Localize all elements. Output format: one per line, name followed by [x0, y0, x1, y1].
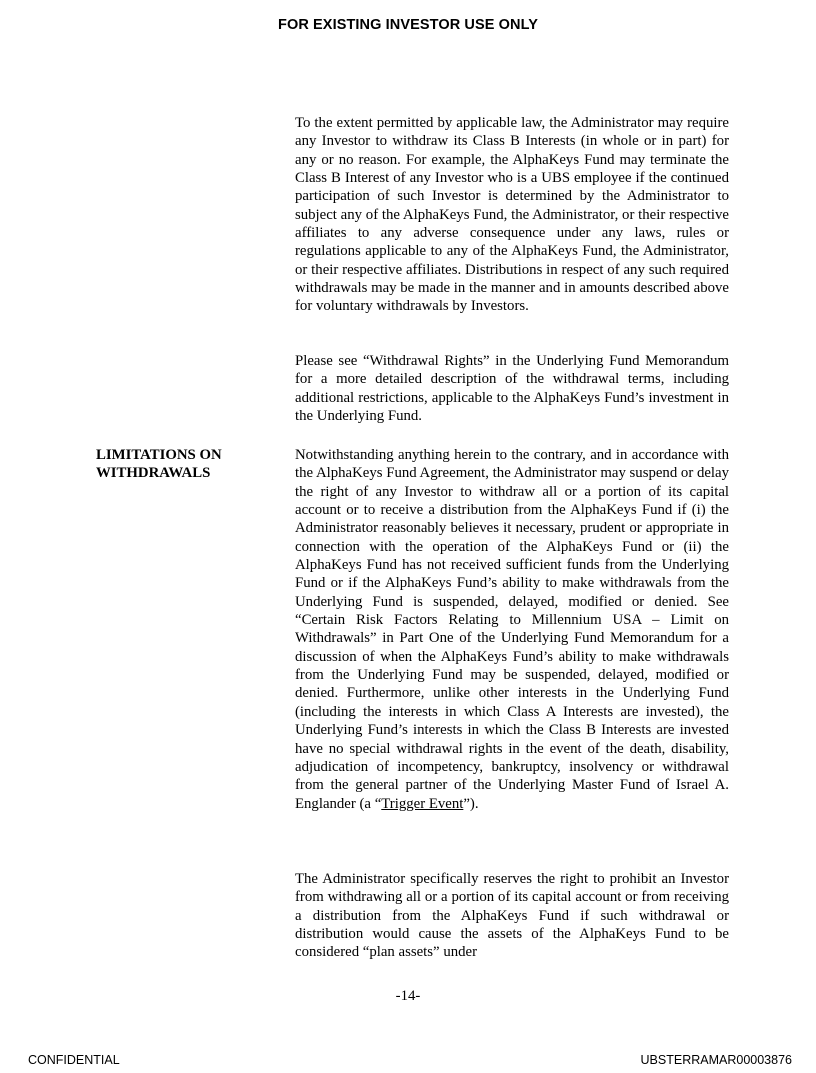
paragraph-withdrawal-rights-reference [295, 352, 729, 425]
paragraph-plan-assets [295, 870, 729, 962]
paragraph-closing-text: ”). [463, 795, 479, 812]
paragraph-text: The Administrator specifically reserves the right to prohibit an Investor from withdrawing all or a portion of its capital account or from receiving a distribution from the AlphaKeys Fund if such withdrawal or distribution would cause the assets of the AlphaKeys Fund to be considered “plan assets” under [295, 871, 729, 961]
paragraph-required-withdrawals [295, 114, 729, 316]
paragraph-main-text: Notwithstanding anything herein to the contrary, and in accordance with the AlphaKeys Fund Agreement, the Administrator may suspend or delay the right of any Investor to withdraw all or a portion of its capital account or to receive a distribution from the AlphaKeys Fund if (i) the Administrator reasonably believes it necessary, prudent or appropriate in connection with the operation of the AlphaKeys Fund or (ii) the AlphaKeys Fund has not received sufficient funds from the Underlying Fund or if the AlphaKeys Fund’s ability to make withdrawals from the Underlying Fund is suspended, delayed, modified or denied. See “Certain Risk Factors Relating to Millennium USA – Limit on Withdrawals” in Part One of the Underlying Fund Memorandum for a discussion of when the AlphaKeys Fund’s ability to make withdrawals from the Underlying Fund may be suspended, delayed, modified or denied. Furthermore, unlike other interests in the Underlying Fund (including the interests in which Class A Interests are invested), the Underlying Fund’s interests in which the Class B Interests are invested have no special withdrawal rights in the event of the death, disability, adjudication of incompetency, bankruptcy, insolvency or withdrawal from the general partner of the Underlying Master Fund of Israel A. Englander (a “ [295, 447, 729, 812]
section-heading-line-2: WITHDRAWALS [96, 465, 211, 482]
page-number: -14- [395, 988, 421, 1004]
footer-confidential-label: CONFIDENTIAL [28, 1053, 120, 1067]
section-heading [96, 446, 222, 483]
paragraph-text [295, 446, 729, 813]
confidentiality-banner: FOR EXISTING INVESTOR USE ONLY [277, 17, 539, 33]
paragraph-text: Please see “Withdrawal Rights” in the Underlying Fund Memorandum for a more detailed description of the withdrawal terms, including additional restrictions, applicable to the AlphaKeys Fund’s investment in the Underlying Fund. [295, 353, 729, 425]
section-heading-line-1: LIMITATIONS ON [96, 447, 222, 463]
paragraph-limitations-on-withdrawals [295, 446, 729, 813]
paragraph-text: To the extent permitted by applicable law, the Administrator may require any Investor to withdraw its Class B Interests (in whole or in part) for any or no reason. For example, the AlphaKeys Fund may terminate the Class B Interest of any Investor who is a UBS employee if the continued participation of such Investor is determined by the Administrator to subject any of the AlphaKeys Fund, the Administrator, or their respective affiliates to any adverse consequence under any laws, rules or regulations applicable to any of the AlphaKeys Fund, the Administrator, or their respective affiliates. Distributions in respect of any such required withdrawals may be made in the manner and in amounts described above for voluntary withdrawals by Investors. [295, 115, 729, 315]
defined-term-trigger-event: Trigger Event [381, 795, 464, 812]
footer-bates-number: UBSTERRAMAR00003876 [640, 1053, 792, 1067]
